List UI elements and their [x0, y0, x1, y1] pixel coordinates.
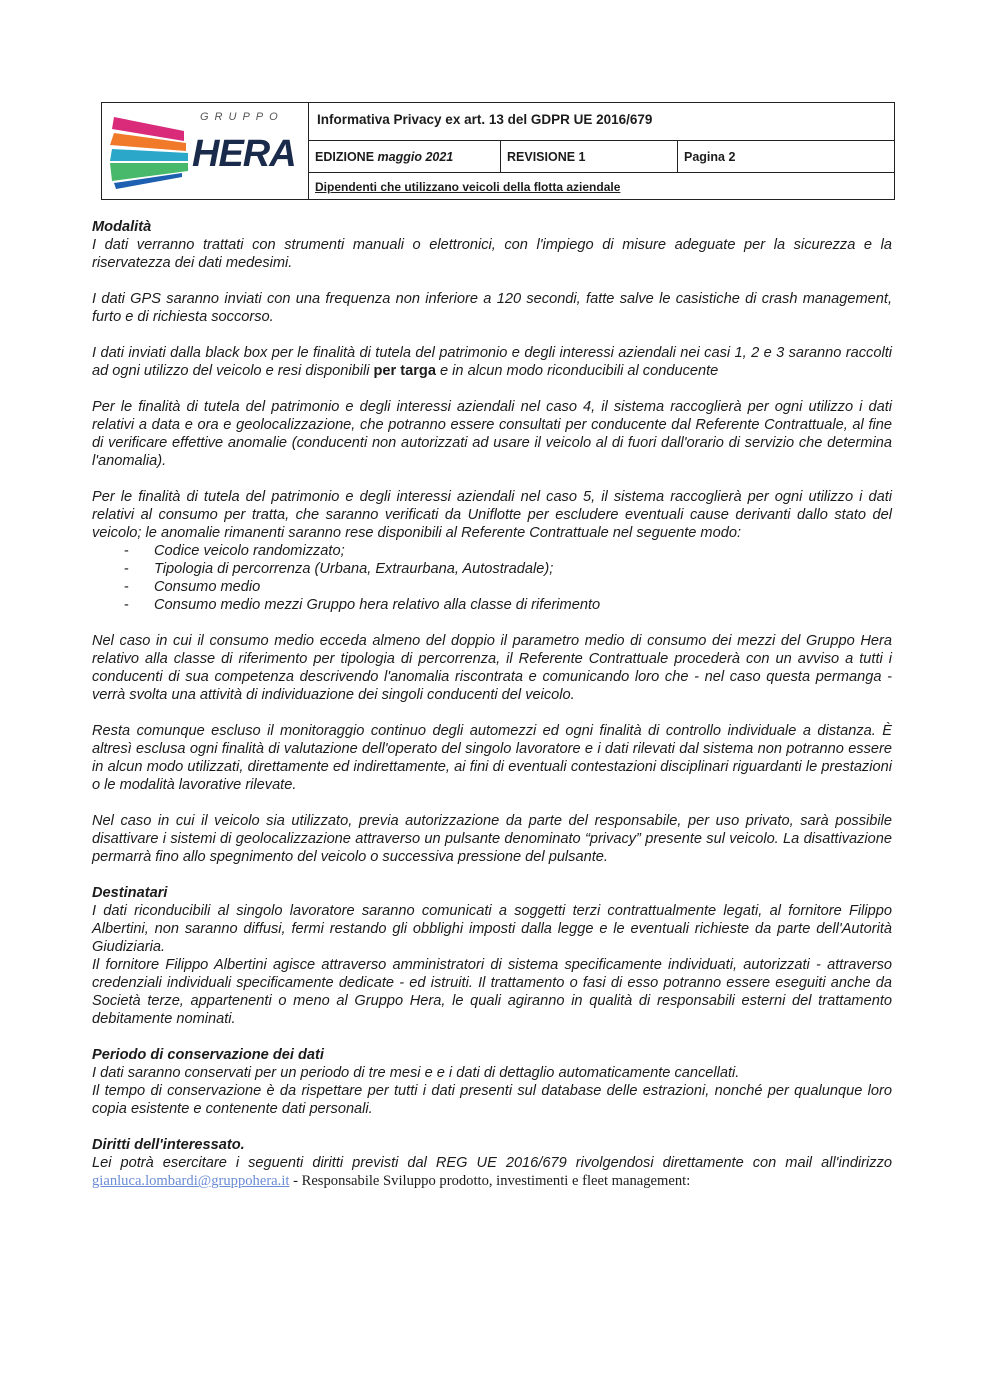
- list-item: - Consumo medio: [124, 579, 261, 595]
- paragraph: [92, 1154, 892, 1190]
- paragraph: Il tempo di conservazione è da rispettare per tutti i dati presenti sul database delle estrazioni, nonché per qualunque loro copia esistente e contenente dati personali.: [92, 1083, 892, 1117]
- paragraph: Nel caso in cui il consumo medio ecceda almeno del doppio il parametro medio di consumo dei mezzi del Gruppo Hera relativo alla classe di riferimento per tipologia di percorrenza, il Referente Contrattuale procederà con un avviso a tutti i conducenti di sua competenza descrivendo l'anomalia riscontrata e comunicando loro che - nel caso questa permanga - verrà svolta una attività di individuazione dei singoli conducenti del veicolo.: [92, 633, 892, 703]
- header-meta-row: [309, 141, 894, 173]
- paragraph: Nel caso in cui il veicolo sia utilizzato, previa autorizzazione da parte del responsabile, per uso privato, sarà possibile disattivare i sistemi di geolocalizzazione attraverso un pulsante denominato “privacy” presente sul veicolo. La disattivazione permarrà fino allo spegnimento del veicolo o successiva pressione del pulsante.: [92, 813, 892, 865]
- paragraph: I dati riconducibili al singolo lavoratore saranno comunicati a soggetti terzi contrattualmente legati, al fornitore Filippo Albertini, non saranno diffusi, fermi restando gli obblighi imposti dalla legge e le eventuali richieste da parte dell'Autorità Giudiziaria.: [92, 903, 892, 955]
- section-heading-modalita: Modalità: [92, 219, 152, 235]
- document-header-table: [101, 102, 895, 200]
- list-item-text: Tipologia di percorrenza (Urbana, Extraurbana, Autostradale);: [154, 561, 554, 577]
- list-item: - Codice veicolo randomizzato;: [124, 543, 345, 559]
- logo-group-text: GRUPPO: [200, 111, 284, 123]
- bold-text: per targa: [373, 363, 436, 379]
- paragraph: I dati verranno trattati con strumenti manuali o elettronici, con l'impiego di misure adeguate per la sicurezza e la riservatezza dei dati medesimi.: [92, 237, 892, 271]
- bullet-list: [92, 542, 892, 614]
- paragraph: Per le finalità di tutela del patrimonio e degli interessi aziendali nel caso 4, il sistema raccoglierà per ogni utilizzo i dati relativi a data e ora e geolocalizzazione, che potranno essere consultati per conducente dal Referente Contrattuale, al fine di verificare effettive anomalie (conducenti non autorizzati ad usare il veicolo al di fuori dall'orario di servizio che determina l'anomalia).: [92, 399, 892, 469]
- paragraph: Per le finalità di tutela del patrimonio e degli interessi aziendali nel caso 5, il sistema raccoglierà per ogni utilizzo i dati relativi al consumo per tratta, che saranno verificati da Uniflotte per escludere eventuali cause derivanti dallo stato del veicolo; le anomalie rimanenti saranno rese disponibili al Referente Contrattuale nel seguente modo:: [92, 489, 892, 541]
- list-item-text: Codice veicolo randomizzato;: [154, 543, 345, 559]
- list-item: - Consumo medio mezzi Gruppo hera relativo alla classe di riferimento: [124, 597, 601, 613]
- paragraph: Il fornitore Filippo Albertini agisce attraverso amministratori di sistema specificamente individuati, autorizzati - attraverso credenziali individuali specificamente dedicate - ed istruiti. Il trattamento o fasi di esso potranno essere eseguiti anche da Società terze, appartenenti o meno al Gruppo Hera, le quali agiranno in qualità di responsabili esterni del trattamento debitamente nominati.: [92, 957, 892, 1027]
- revision-cell: REVISIONE 1: [501, 141, 678, 172]
- paragraph-text: e in alcun modo riconducibili al conducente: [435, 363, 719, 379]
- logo-cell: [102, 103, 309, 199]
- paragraph: [92, 344, 892, 380]
- edition-value: maggio 2021: [377, 150, 454, 164]
- paragraph: I dati saranno conservati per un periodo di tre mesi e e i dati di dettaglio automaticamente cancellati.: [92, 1065, 740, 1081]
- list-item-text: Consumo medio mezzi Gruppo hera relativo alla classe di riferimento: [154, 597, 601, 613]
- email-link[interactable]: gianluca.lombardi@gruppohera.it: [92, 1173, 290, 1189]
- paragraph-text: - Responsabile Sviluppo prodotto, investimenti e fleet management:: [289, 1173, 691, 1189]
- edition-cell: [309, 141, 501, 172]
- section-heading-conservazione: Periodo di conservazione dei dati: [92, 1047, 324, 1063]
- edition-label: EDIZIONE: [315, 150, 375, 164]
- list-item: - Tipologia di percorrenza (Urbana, Extraurbana, Autostradale);: [124, 561, 554, 577]
- section-heading-destinatari: Destinatari: [92, 885, 168, 901]
- paragraph-text: Lei potrà esercitare i seguenti diritti previsti dal REG UE 2016/679 rivolgendosi direttamente con mail all'indirizzo: [92, 1155, 892, 1171]
- paragraph: I dati GPS saranno inviati con una frequenza non inferiore a 120 secondi, fatte salve le casistiche di crash management, furto e di richiesta soccorso.: [92, 291, 892, 325]
- list-item-text: Consumo medio: [154, 579, 261, 595]
- section-heading-diritti: Diritti dell'interessato.: [92, 1137, 245, 1153]
- document-subject: Dipendenti che utilizzano veicoli della flotta aziendale: [315, 180, 621, 194]
- page-number-cell: Pagina 2: [684, 150, 736, 164]
- document-title: Informativa Privacy ex art. 13 del GDPR UE 2016/679: [309, 103, 894, 141]
- paragraph-text: I dati inviati dalla black box per le finalità di tutela del patrimonio e degli interessi aziendali nei casi 1, 2 e 3 saranno raccolti ad ogni utilizzo del veicolo e resi disponibili: [92, 345, 892, 379]
- paragraph: Resta comunque escluso il monitoraggio continuo degli automezzi ed ogni finalità di controllo individuale a distanza. È altresì esclusa ogni finalità di valutazione dell'operato del singolo lavoratore e i dati rilevati dal sistema non potranno essere in alcun modo utilizzati, direttamente ed indirettamente, ai fini di eventuali contestazioni disciplinari riguardanti le prestazioni o le modalità lavorative rilevate.: [92, 723, 892, 793]
- logo-name-text: HERA: [192, 133, 296, 175]
- document-body: [92, 218, 892, 1190]
